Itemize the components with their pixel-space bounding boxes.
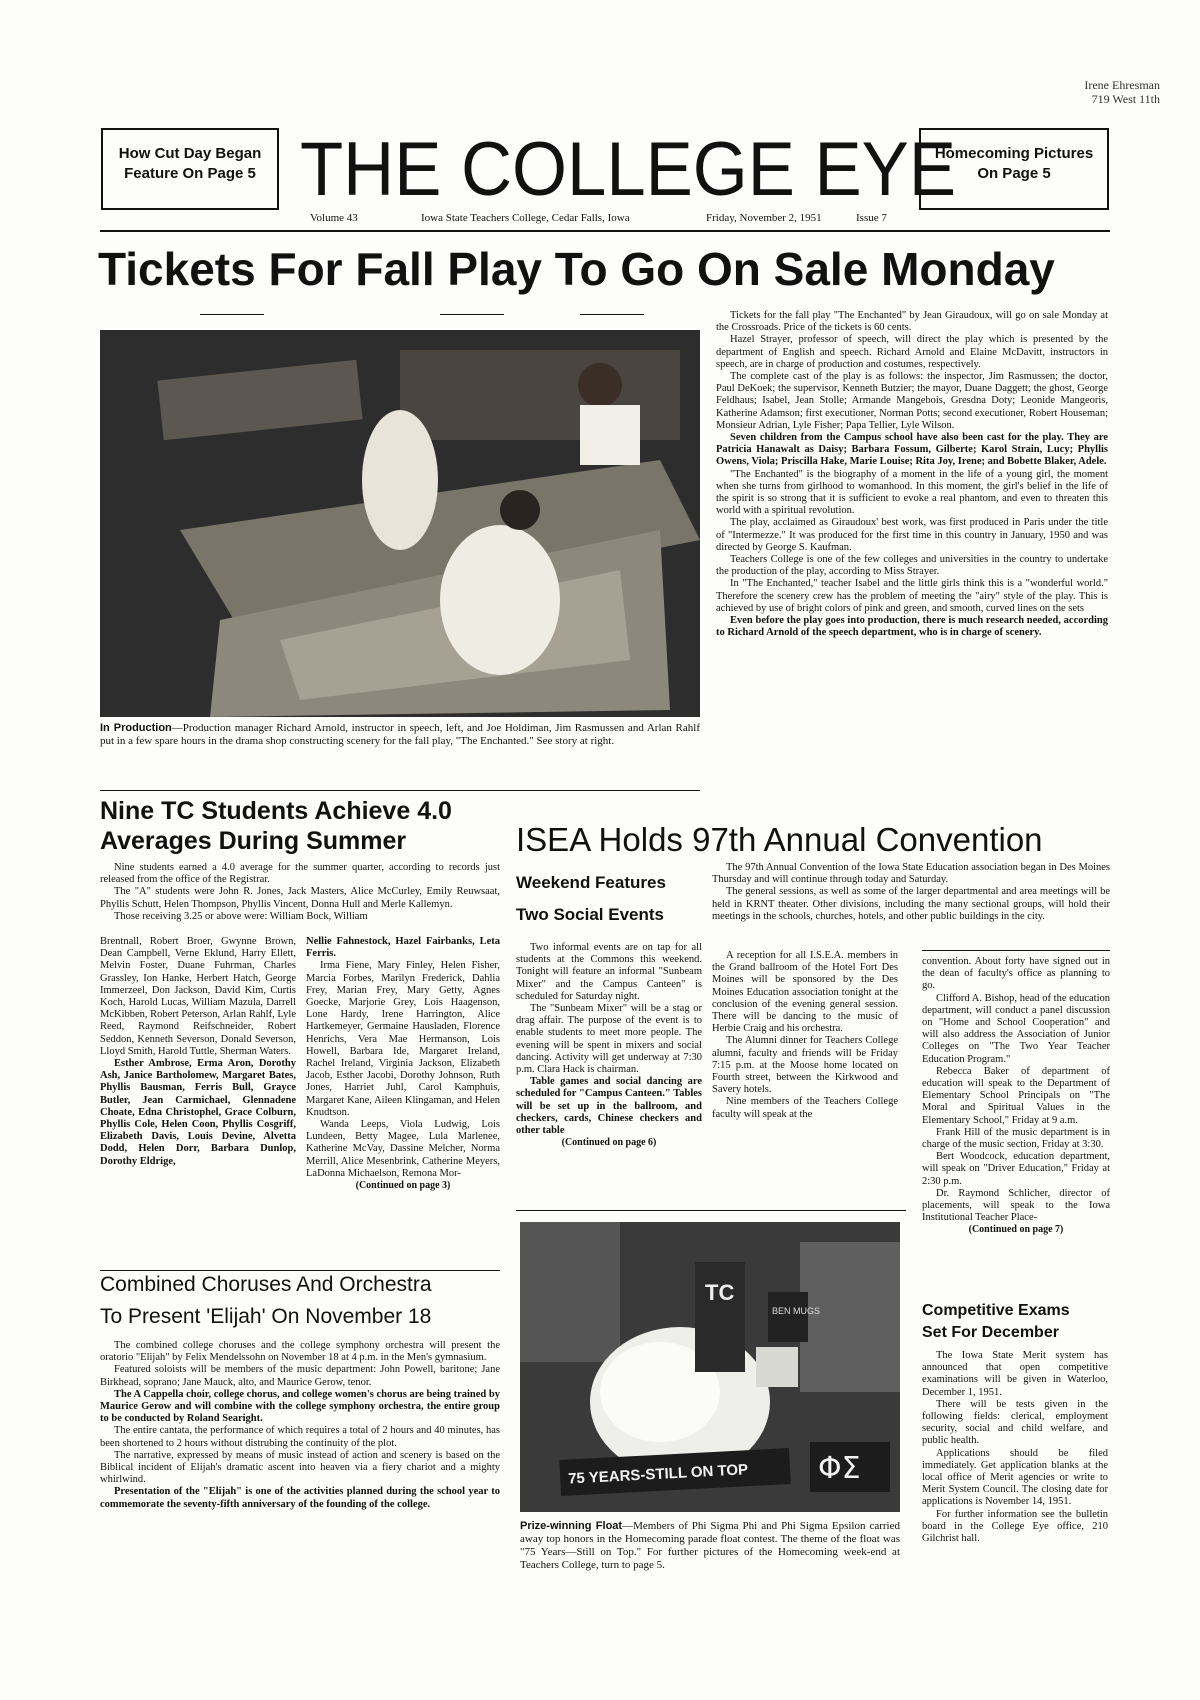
handwritten-name: Irene Ehresman <box>1084 78 1160 92</box>
isea-paragraph: The 97th Annual Convention of the Iowa State Education association began in Des Moines Thursday and will continue through today and Saturday. <box>712 862 1110 886</box>
production-caption-text: —Production manager Richard Arnold, instructor in speech, left, and Joe Holdiman, Jim Rasmussen and Arlan Rahlf put in a few spare hours in the drama shop constructing scenery for the fall play, "The Enchanted." See story at right. <box>100 722 700 747</box>
dateline-volume: Volume 43 <box>310 212 358 224</box>
left-ear-line2: Feature On Page 5 <box>124 165 256 182</box>
rule-short-3 <box>580 314 644 315</box>
isea-column-1 <box>712 950 898 1121</box>
elijah-paragraph: Presentation of the "Elijah" is one of the activities planned during the school year to commemorate the seventy-fifth anniversary of the founding of the college. <box>100 1486 500 1510</box>
play-paragraph: The play, acclaimed as Giraudoux' best work, was first produced in Paris under the title of "Intermezze." It was produced for the first time in this country in January, 1950 and was directed by George S. Kaufman. <box>716 517 1108 553</box>
play-paragraph: The complete cast of the play is as follows: the inspector, Jim Rasmussen; the doctor, Paul DeKoek; the supervisor, Kenneth Butzier; the mayor, Duane Daggett; the ghost, George Feldhaus; Isabel, Jean Stolle; Armande Mangebois, Gresdna Doty; Leonide Mangeoris, Katherine Adamson; first executioner, Norman Potts; second executioner, Robert Houseman; Monsieur Adrian, Lyle Fisher; Papa Tellier, Lyle Wilson. <box>716 371 1108 431</box>
weekend-continued: (Continued on page 6) <box>561 1137 657 1149</box>
play-story <box>716 310 1108 639</box>
elijah-bold-paragraph: The A Cappella choir, college chorus, and college women's chorus are being trained by Maurice Gerow and will combine with the college symphony orchestra, the entire group to be conducted by Roland Searight. <box>100 1388 500 1425</box>
honors-paragraph: Nine students earned a 4.0 average for the summer quarter, according to records just released from the office of the Registrar. <box>100 862 500 886</box>
play-paragraph: Tickets for the fall play "The Enchanted" by Jean Giraudoux, will go on sale Monday at the Crossroads. Price of the tickets is 60 cents. <box>716 310 1108 334</box>
production-photo-caption <box>100 722 700 748</box>
isea-paragraph: The general sessions, as well as some of the larger departmental and area meetings will be held in KRNT theater. Other divisions, including the many sectional groups, will hold their meetings in the schools, churches, hotels, and other public buildings in the city. <box>712 886 1110 922</box>
isea-paragraph: Clifford A. Bishop, head of the education department, will conduct a panel discussion on "Home and School Cooperation" and will also address the Association of Junior Colleges on "The Two Year Teacher Education Program." <box>922 992 1110 1065</box>
float-photo-drawing <box>520 1222 900 1512</box>
float-greek-letters: ΦΣ <box>818 1451 861 1486</box>
production-caption-lead: In Production <box>100 722 172 734</box>
exams-paragraph: For further information see the bulletin board in the College Eye office, 210 Gilchrist hall. <box>922 1508 1108 1545</box>
elijah-headline-2: To Present 'Elijah' On November 18 <box>100 1305 432 1328</box>
exams-headline-1: Competitive Exams <box>922 1302 1070 1319</box>
play-paragraph: Even before the play goes into production, there is much research needed, according to Richard Arnold of the speech department, who is in charge of scenery. <box>716 615 1108 639</box>
elijah-paragraph: The combined college choruses and the college symphony orchestra will present the oratorio "Elijah" by Felix Mendelssohn on November 18 at 4 p.m. in the Men's gymnasium. <box>100 1340 500 1364</box>
weekend-bold-paragraph: Table games and social dancing are scheduled for "Campus Canteen." Tables will be set up in the ballroom, and checkers, cards, Chinese checkers and other table <box>516 1076 702 1137</box>
weekend-headline-1: Weekend Features <box>516 873 666 892</box>
exams-paragraph: The Iowa State Merit system has announced that open competitive examinations will be given in Waterloo, December 1, 1951. <box>922 1350 1108 1398</box>
masthead-title: THE COLLEGE EYE <box>300 127 956 212</box>
weekend-paragraph: The "Sunbeam Mixer" will be a stag or drag affair. The purpose of the event is to enable students to meet more people. The evening will be spent in mixers and social dancing. Activity will get underway at 7:30 p.m. Clara Hack is chairman. <box>516 1003 702 1076</box>
honors-names: Irma Fiene, Mary Finley, Helen Fisher, Marcia Forbes, Marilyn Frederick, Dahlia Frey, Marian Frey, Mary Getty, Agnes Goecke, Marjorie Grey, Lois Haagenson, Lone Hardy, Irene Harrington, Alice Hartkemeyer, Germaine Hausladen, Florence Henrichs, Vera Mae Hermanson, Lois Howell, Barbara Ide, Margaret Ireland, Rachel Ireland, Virginia Jackson, Elizabeth Jacob, Esther Jacobi, Dorothy Johnson, Ruth Jones, Harriet Juhl, Carol Kamphuis, Margaret Kane, Aileen Klingaman, and Helen Knudtson. <box>306 960 500 1118</box>
honors-names-bold-2: Nellie Fahnestock, Hazel Fairbanks, Leta Ferris. <box>306 936 500 960</box>
play-bold-paragraph: Seven children from the Campus school have also been cast for the play. They are Patricia Hanawalt as Daisy; Barbara Fossum, Gilberte; Karol Strain, Lucy; Phyllis Owens, Viola; Priscilla Hake, Marie Louise; Rita Joy, Irene; and Bobette Blaker, Adele. <box>716 432 1108 468</box>
isea-paragraph: Bert Woodcock, education department, will speak on "Driver Education," Friday at 2:30 p.m. <box>922 1151 1110 1187</box>
exams-paragraph: There will be tests given in the following fields: clerical, employment security, social and child welfare, and public health. <box>922 1398 1108 1447</box>
handwritten-street: 719 West 11th <box>1091 92 1160 106</box>
handwritten-address <box>1020 78 1160 106</box>
exams-story <box>922 1350 1108 1545</box>
right-ear-line2: On Page 5 <box>977 165 1051 182</box>
left-ear-box <box>101 128 279 210</box>
isea-col2-rule <box>922 950 1110 951</box>
weekend-headline-2: Two Social Events <box>516 905 665 924</box>
isea-intro <box>712 862 1110 923</box>
right-ear-line1: Homecoming Pictures <box>934 145 1094 162</box>
honors-paragraph: Those receiving 3.25 or above were: William Bock, William <box>114 910 368 922</box>
exams-paragraph: Applications should be filed immediately. Get application blanks at the local office of Merit agencies or write to Merit System Council. The closing date for applications is November 14, 1951. <box>922 1447 1108 1508</box>
float-caption-lead: Prize-winning Float <box>520 1520 623 1532</box>
float-caption-text: —Members of Phi Sigma Phi and Phi Sigma Epsilon carried away top honors in the Homecoming parade float contest. The theme of the float was "75 Years—Still on Top." For further pictures of the Homecoming week-end at Teachers College, turn to page 5. <box>520 1520 900 1571</box>
weekend-story <box>516 942 702 1149</box>
isea-paragraph: Nine members of the Teachers College faculty will speak at the <box>712 1096 898 1120</box>
honors-names: Wanda Leeps, Viola Ludwig, Lois Lundeen, Betty Magee, Lula Marlenee, Katherine McVay, Dassine Melcher, Norma Merrill, Alice Mesenbrink, Catherine Meyers, LaDonna Michaelson, Remona Mor- <box>306 1119 500 1179</box>
production-photo <box>100 330 700 717</box>
rule-short-2 <box>440 314 504 315</box>
isea-paragraph: Rebecca Baker of department of education will speak to the Department of Elementary School Principals on "The Moral and Spiritual Values in the Elementary School," Friday at 9 a.m. <box>922 1065 1110 1126</box>
dateline-rule <box>100 230 1110 232</box>
float-photo <box>520 1222 900 1512</box>
honors-intro <box>100 862 500 923</box>
honors-column-1 <box>100 936 296 1168</box>
rule-short-1 <box>200 314 264 315</box>
isea-headline: ISEA Holds 97th Annual Convention <box>516 821 1043 858</box>
honors-names-bold: Esther Ambrose, Erma Aron, Dorothy Ash, Janice Bartholomew, Margaret Bates, Phyllis Bausman, Ferris Bull, Grayce Butler, Jean Carmichael, Glennadene Choate, Edna Christophel, Grace Colburn, Phyllis Cole, Helen Coon, Phyllis Cosgriff, Elizabeth Davis, Louis Devine, Alvetta Dodd, Helen Dorr, Barbara Dunlop, Dorothy Eldrige, <box>100 1058 296 1167</box>
left-ear-line1: How Cut Day Began <box>118 145 262 162</box>
honors-headline-1: Nine TC Students Achieve 4.0 <box>100 797 452 825</box>
isea-continued: (Continued on page 7) <box>968 1224 1064 1236</box>
elijah-story <box>100 1340 500 1511</box>
isea-paragraph: Dr. Raymond Schlicher, director of placements, will speak to the Iowa Institutional Teacher Place- <box>922 1187 1110 1224</box>
float-sign-text: TC <box>705 1280 735 1305</box>
honors-continued: (Continued on page 3) <box>355 1180 451 1192</box>
store-sign: BEN MUGS <box>772 1306 821 1316</box>
elijah-paragraph: Featured soloists will be members of the music department: John Powell, baritone; Jane Birkhead, soprano; Jane Mauck, alto, and Maurice Gerow, tenor. <box>100 1364 500 1388</box>
honors-column-2 <box>306 936 500 1192</box>
elijah-headline-1: Combined Choruses And Orchestra <box>100 1273 432 1296</box>
play-paragraph: Teachers College is one of the few colleges and universities in the country to undertake the production of the play, according to Miss Strayer. <box>716 554 1108 578</box>
honors-paragraph: The "A" students were John R. Jones, Jack Masters, Alice McCurley, Emily Reuwsaat, Phyllis Schutt, Helen Thompson, Phyllis Vincent, Donna Hull and Merle Kallemyn. <box>100 886 500 910</box>
float-banner-text: 75 YEARS-STILL ON TOP <box>567 1461 749 1488</box>
elijah-paragraph: The entire cantata, the performance of which requires a total of 2 hours and 40 minutes, has been shortened to 2 hours without distrubing the continuity of the plot. <box>100 1425 500 1449</box>
play-paragraph: In "The Enchanted," teacher Isabel and the little girls think this is a "wonderful world." Therefore the scenery crew has the problem of meeting the "airy" style of the play. This is achieved by use of bright colors of pink and green, and smooth, curved lines on the sets <box>716 578 1108 614</box>
honors-names: Brentnall, Robert Broer, Gwynne Brown, Dean Campbell, Verne Eklund, Harry Ellett, Melvin Foster, Duane Fuhrman, Charles Grassley, Ion Hanke, Herbert Hatch, George Immerzeel, Don Jackson, David Kim, Curtis Koch, Harold Lucas, William Mazula, Darrell McKibben, Robert Peterson, Arlan Rahlf, Lyle Reed, Raymond Reifschneider, Robert Seddon, Kenneth Severson, Donald Severson, Lloyd Smith, Harold Tuttle, Sherman Waters. <box>100 936 296 1057</box>
dateline-issue: Issue 7 <box>856 212 887 224</box>
float-photo-caption <box>520 1520 900 1572</box>
isea-paragraph: A reception for all I.S.E.A. members in the Grand ballroom of the Hotel Fort Des Moines will be sponsored by the Des Moines Education association tonight at the conclusion of the evening general session. There will be dancing to the music of Herbie Craig and his orchestra. <box>712 950 898 1035</box>
elijah-paragraph: The narrative, expressed by means of music instead of action and scenery is based on the Biblical incident of Elijah's dramatic ascent into heaven via a fiery chariot and a mighty whirlwind. <box>100 1449 500 1486</box>
production-photo-drawing <box>100 330 700 717</box>
isea-paragraph: convention. About forty have signed out in the dean of faculty's office as planning to go. <box>922 956 1110 992</box>
isea-column-2 <box>922 956 1110 1237</box>
play-paragraph: "The Enchanted" is the biography of a moment in the life of a young girl, the moment when she turns from girlhood to womanhood. In this moment, the girl's belief in the life of the spirit is so strong that it is sufficient to evoke a real phantom, and even to threaten this world with a spiritual revolution. <box>716 468 1108 517</box>
isea-paragraph: The Alumni dinner for Teachers College alumni, faculty and friends will be Friday 7:15 p.m. at the Moose home located on Fourth street, between the Kirkwood and Savery hotels. <box>712 1035 898 1096</box>
play-paragraph: Hazel Strayer, professor of speech, will direct the play which is presented by the department of English and speech. Richard Arnold and Elaine McDavitt, instructors in speech, are in charge of production and costumes, respectively. <box>716 334 1108 370</box>
banner-headline: Tickets For Fall Play To Go On Sale Monday <box>98 243 1055 295</box>
honors-headline-2: Averages During Summer <box>100 827 407 855</box>
dateline-college: Iowa State Teachers College, Cedar Falls, Iowa <box>421 212 630 224</box>
weekend-paragraph: Two informal events are on tap for all students at the Commons this weekend. Tonight will feature an informal "Sunbeam Mixer" and the Campus Canteen" is scheduled for Saturday night. <box>516 942 702 1002</box>
exams-headline-2: Set For December <box>922 1324 1059 1341</box>
dateline-date: Friday, November 2, 1951 <box>706 212 822 224</box>
float-rule <box>516 1210 906 1211</box>
isea-paragraph: Frank Hill of the music department is in charge of the music section, Friday at 3:30. <box>922 1126 1110 1151</box>
photo-caption-rule <box>100 790 700 791</box>
